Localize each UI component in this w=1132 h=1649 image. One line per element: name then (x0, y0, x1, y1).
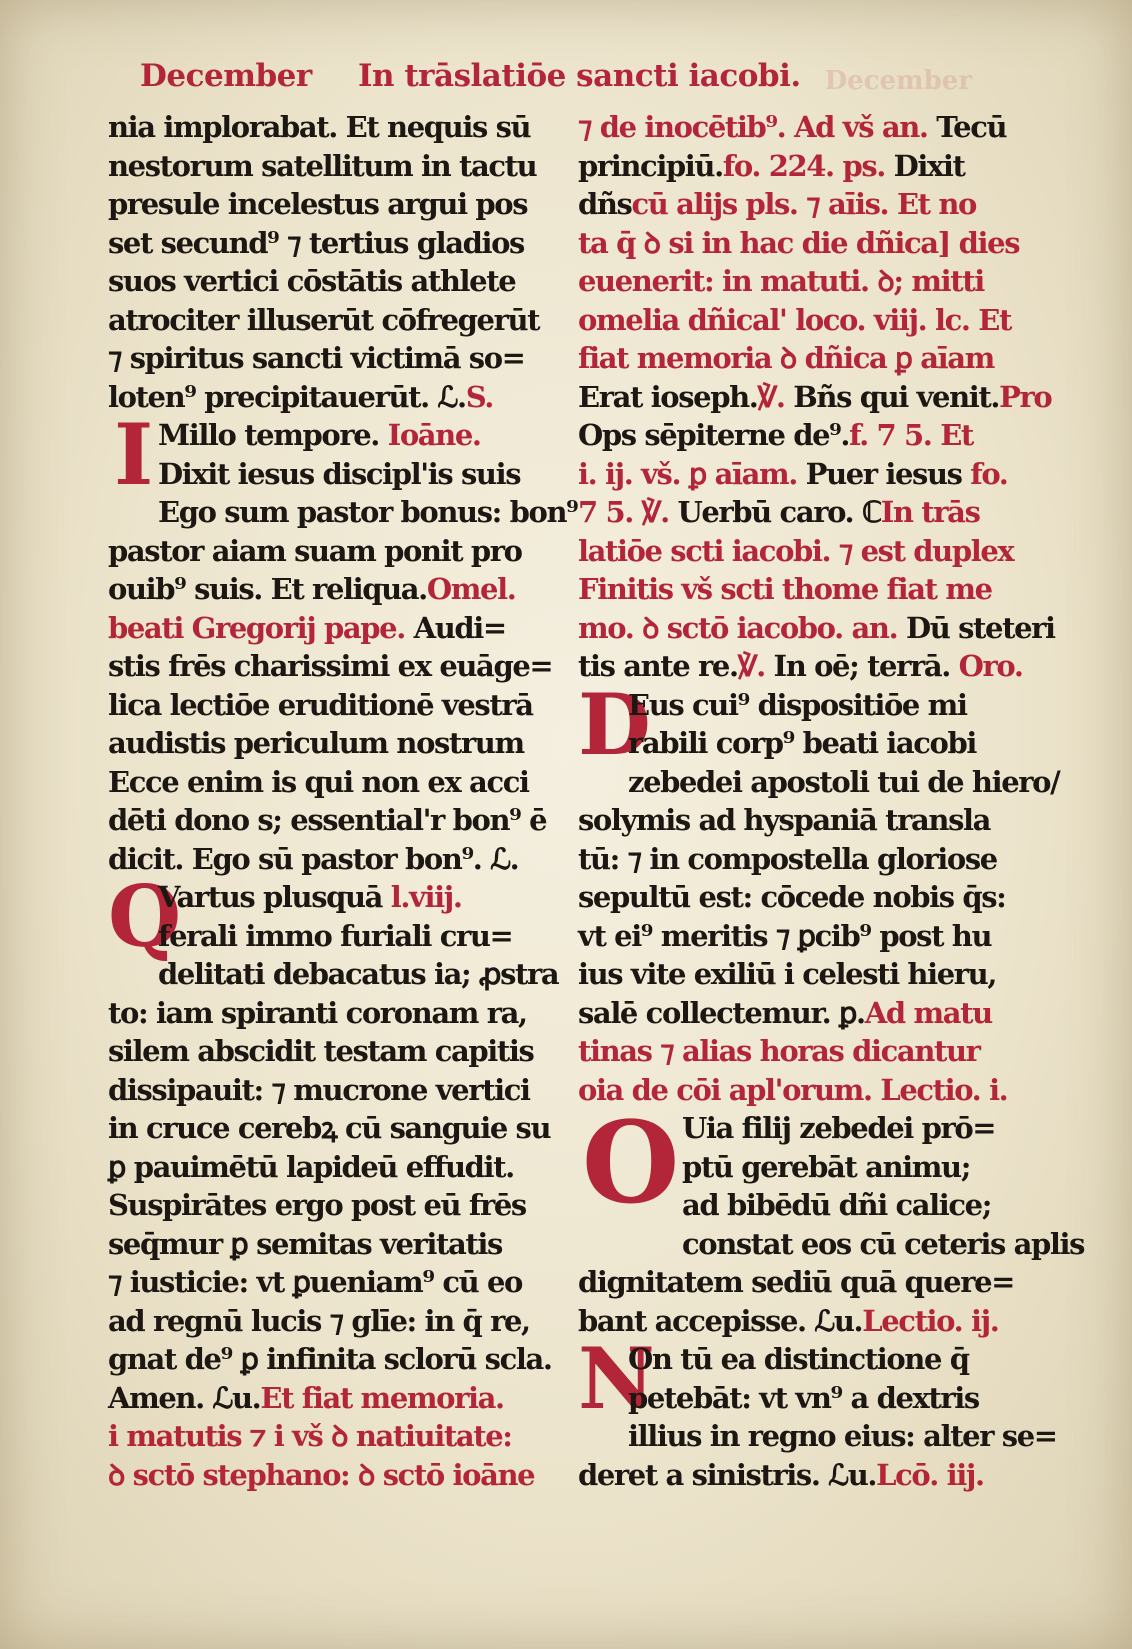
rubric-text: oia de cōi apl'orum. Lectio. i. (578, 1072, 1008, 1107)
left-text-block-a (108, 108, 553, 416)
rubric-text: 7 5. ℣. (578, 495, 669, 529)
right-text-block-b (578, 763, 1060, 1110)
rubric-text: Omel. (426, 572, 516, 606)
body-text: salē collectemur. ꝑ. (578, 995, 865, 1030)
text-line (108, 609, 553, 648)
rubric-text: fo. 224. ps. (722, 148, 885, 183)
text-line (578, 609, 1055, 648)
body-text: Ego sum pastor bonus: bon⁹ (158, 495, 578, 529)
text-line (578, 1263, 1028, 1302)
body-text: vt ei⁹ meritis ⁊ ꝑcib⁹ post hu (578, 918, 992, 953)
body-text: seq̄mur ꝑ semitas veritatis (108, 1226, 502, 1261)
running-header-month: December (140, 58, 312, 94)
rubric-text: Lcō. iij. (876, 1457, 984, 1492)
body-text: stis frēs charissimi ex euāge= (108, 649, 553, 683)
body-text: Dū steteri (897, 610, 1055, 645)
text-line (578, 339, 1028, 378)
body-text: solymis ad hyspaniā transla (578, 803, 991, 837)
text-line (108, 262, 553, 301)
left-initial-paragraph-2 (108, 867, 553, 966)
text-line (578, 647, 1028, 686)
rubric-text: beati Gregorij pape. (108, 610, 414, 645)
rubric-text: S. (465, 379, 493, 414)
text-line (108, 1417, 553, 1456)
rubric-text: i matutis ⁊ i vš ꝺ natiuitate: (108, 1419, 512, 1453)
text-line (578, 455, 1028, 494)
rubric-text: ta q̄ ꝺ si in hac die dñica] dies (578, 225, 1020, 260)
left-text-column (108, 108, 578, 1494)
body-text: dēti dono s; essential'r bon⁹ ē (108, 803, 547, 837)
body-text: ferali immo furiali cru= (158, 918, 513, 953)
text-line (108, 1456, 553, 1495)
body-text: Uia filij zebedei prō= (682, 1111, 996, 1145)
rubric-text: fo. (961, 456, 1008, 491)
body-text: In oē; terrā. (764, 649, 950, 683)
text-line (578, 1340, 1028, 1379)
rubric-text: In trās (880, 495, 980, 529)
text-line (578, 955, 1028, 994)
text-line (578, 378, 1052, 417)
body-text: Puer iesus (796, 456, 962, 491)
left-initial-paragraph-1 (108, 405, 553, 504)
text-line (578, 185, 1028, 224)
body-text: ⁊ iusticie: vt ꝑueniam⁹ cū eo (108, 1265, 522, 1299)
body-text: Eus cui⁹ dispositiōe mi (628, 687, 967, 722)
text-line (578, 1225, 1085, 1264)
body-text: Amen. ℒu. (108, 1380, 261, 1415)
body-text: ad bibēdū dñi calice; (682, 1188, 992, 1222)
decorated-initial-o: O (581, 1098, 679, 1229)
body-text: principiū. (578, 148, 723, 183)
rubric-text: omelia dñical' loco. viij. lc. Et (578, 302, 1011, 337)
text-line (578, 1032, 1028, 1071)
bleed-through-header: December (824, 66, 972, 96)
body-text: loten⁹ precipitauerūt. ℒ. (108, 379, 466, 414)
text-line (578, 1379, 1028, 1418)
decorated-initial-n: N (578, 1329, 654, 1428)
body-text: lica lectiōe eruditionē vestrā (108, 687, 533, 722)
text-line (578, 1417, 1057, 1456)
decorated-initial-d: D (578, 674, 650, 774)
rubric-text: ꝺ sctō stephano: ꝺ sctō ioāne (108, 1457, 535, 1492)
body-text: audistis periculum nostrum (108, 726, 524, 760)
body-text: dicit. Ego sū pastor bon⁹. ℒ. (108, 841, 519, 876)
body-text: presule incelestus argui pos (108, 187, 528, 221)
rubric-text: ⁊ de inocētib⁹. Ad vš an. (578, 110, 928, 144)
text-line (108, 801, 553, 840)
text-line (108, 1109, 553, 1148)
text-line (108, 1148, 553, 1187)
running-header-title: In trāslatiōe sancti iacobi. (358, 58, 801, 94)
text-line (578, 108, 1028, 147)
text-line (108, 455, 553, 494)
text-line (578, 224, 1028, 263)
rubric-text: ℣. (757, 379, 785, 414)
body-text: Dixit (884, 148, 965, 183)
text-line (108, 339, 553, 378)
body-text: to: iam spiranti coronam ra, (108, 995, 527, 1030)
text-line (108, 840, 553, 879)
decorated-initial-i: I (114, 405, 152, 504)
right-initial-paragraph-3 (578, 1329, 1028, 1428)
body-text: tū: ⁊ in compostella gloriose (578, 841, 997, 876)
text-line (108, 108, 553, 147)
text-line (108, 994, 553, 1033)
body-text: silem abscidit testam capitis (108, 1034, 534, 1068)
text-line (578, 416, 1028, 455)
body-text: Erat ioseph. (578, 379, 758, 414)
text-line (108, 224, 553, 263)
rubric-text: euenerit: in matuti. ꝺ; mitti (578, 264, 984, 298)
body-text: ptū gerebāt animu; (682, 1149, 971, 1184)
right-text-block-a (578, 108, 1055, 686)
rubric-text: fiat memoria ꝺ dñica ꝑ aīam (578, 341, 994, 375)
body-text: delitati debacatus ia; ꝓstra (158, 957, 559, 991)
body-text: Ecce enim is qui non ex acci (108, 764, 529, 799)
body-text: Millo tempore. (158, 418, 388, 452)
body-text: illius in regno eius: alter se= (628, 1419, 1057, 1453)
rubric-text: i. ij. vš. ꝑ aīam. (578, 456, 797, 491)
text-line (578, 801, 1028, 840)
rubric-text: l.viij. (390, 880, 462, 914)
text-line (578, 840, 1028, 879)
right-text-block-c (578, 1225, 1085, 1341)
body-text: ad regnū lucis ⁊ glīe: in q̄ re, (108, 1303, 530, 1338)
rubric-text: latiōe scti iacobi. ⁊ est duplex (578, 533, 1014, 568)
body-text: bant accepisse. ℒu. (578, 1303, 863, 1338)
rubric-text: Finitis vš scti thome fiat me (578, 572, 992, 606)
rubric-text: Ad matu (864, 995, 992, 1030)
rubric-text: tinas ⁊ alias horas dicantur (578, 1034, 980, 1068)
right-initial-paragraph-2 (578, 1098, 1028, 1229)
body-text: constat eos cū ceteris aplis (682, 1226, 1085, 1261)
text-line (578, 570, 1028, 609)
right-initial-paragraph-1 (578, 674, 1028, 774)
body-text: petebāt: vt vn⁹ a dextris (628, 1380, 979, 1415)
rubric-text: mo. ꝺ sctō iacobo. an. (578, 610, 898, 645)
body-text: set secund⁹ ⁊ tertius gladios (108, 225, 524, 260)
text-line (578, 532, 1028, 571)
text-line (108, 493, 578, 532)
body-text: Vartus plusquā (158, 880, 391, 914)
body-text: ouib⁹ suis. Et reliqua. (108, 572, 427, 606)
body-text: ꝑ pauimētū lapideū effudit. (108, 1149, 514, 1184)
body-text: sepultū est: cōcede nobis q̄s: (578, 880, 1006, 914)
text-line (108, 878, 553, 917)
text-line (108, 1186, 553, 1225)
text-line (578, 724, 1028, 763)
right-text-block-d (578, 1417, 1057, 1494)
text-line (108, 185, 553, 224)
text-line (108, 532, 553, 571)
body-text: Uerbū caro. ℂ (668, 495, 881, 529)
body-text: dignitatem sediū quā quere= (578, 1265, 1015, 1299)
body-text: On tū ea distinctione q̄ (628, 1342, 969, 1376)
text-line (578, 686, 1028, 725)
body-text: ⁊ spiritus sancti victimā so= (108, 341, 525, 375)
rubric-text: Oro. (949, 649, 1023, 683)
text-line (108, 570, 553, 609)
left-text-block-b (108, 493, 578, 878)
text-line (108, 955, 559, 994)
text-line (108, 1032, 553, 1071)
rubric-text: ℣. (737, 649, 765, 683)
text-line (108, 763, 553, 802)
text-line (578, 763, 1060, 802)
body-text: pastor aiam suam ponit pro (108, 533, 522, 568)
text-line (108, 1225, 553, 1264)
text-line (108, 1071, 553, 1110)
body-text: tis ante re. (578, 649, 738, 683)
body-text: nestorum satellitum in tactu (108, 148, 537, 183)
rubric-text: cū alijs pls. ⁊ aīis. Et no (631, 187, 976, 221)
text-line (578, 262, 1028, 301)
text-line (108, 378, 553, 417)
body-text: Suspirātes ergo post eū frēs (108, 1188, 526, 1222)
text-line (578, 147, 1028, 186)
decorated-initial-q: Q (108, 867, 180, 966)
text-line (108, 686, 553, 725)
body-text: Audi= (413, 610, 506, 645)
rubric-text: Pro (999, 379, 1052, 414)
body-text: dñs (578, 187, 632, 221)
body-text: nia implorabat. Et nequis sū (108, 110, 531, 144)
rubric-text: Lectio. ij. (862, 1303, 999, 1338)
text-line (108, 1340, 553, 1379)
text-line (108, 724, 553, 763)
left-text-block-c (108, 955, 559, 1494)
text-line (108, 1379, 553, 1418)
body-text: ius vite exiliū i celesti hieru, (578, 957, 997, 991)
body-text: deret a sinistris. ℒu. (578, 1457, 877, 1492)
text-line (108, 1302, 553, 1341)
body-text: rabili corp⁹ beati iacobi (628, 726, 976, 760)
rubric-text: Et fiat memoria. (260, 1380, 504, 1415)
text-line (578, 917, 1028, 956)
text-line (578, 1071, 1028, 1110)
text-line (578, 1302, 1028, 1341)
body-text: in cruce cerebꝝ cū sanguie su (108, 1111, 551, 1145)
body-text: Dixit iesus discipl'is suis (158, 456, 521, 491)
text-line (578, 493, 1028, 532)
text-line (578, 878, 1028, 917)
body-text: Bñs qui venit. (784, 379, 1000, 414)
text-line (108, 647, 553, 686)
body-text: Tecū (927, 110, 1007, 144)
body-text: suos vertici cōstātis athlete (108, 264, 516, 298)
rubric-text: Ioāne. (387, 418, 481, 452)
body-text: gnat de⁹ ꝑ infinita sclorū scla. (108, 1342, 552, 1376)
body-text: zebedei apostoli tui de hiero/ (628, 764, 1060, 799)
right-text-column (578, 108, 1085, 1494)
text-line (108, 301, 553, 340)
rubric-text: f. 7 5. Et (849, 418, 973, 452)
text-line (108, 147, 553, 186)
body-text: dissipauit: ⁊ mucrone vertici (108, 1072, 530, 1107)
body-text: atrociter illuserūt cōfregerūt (108, 302, 540, 337)
text-line (578, 301, 1028, 340)
text-line (578, 1456, 1028, 1495)
body-text: Ops sēpiterne de⁹. (578, 418, 850, 452)
text-line (108, 1263, 553, 1302)
text-line (108, 917, 553, 956)
text-line (578, 994, 1028, 1033)
text-line (108, 416, 553, 455)
